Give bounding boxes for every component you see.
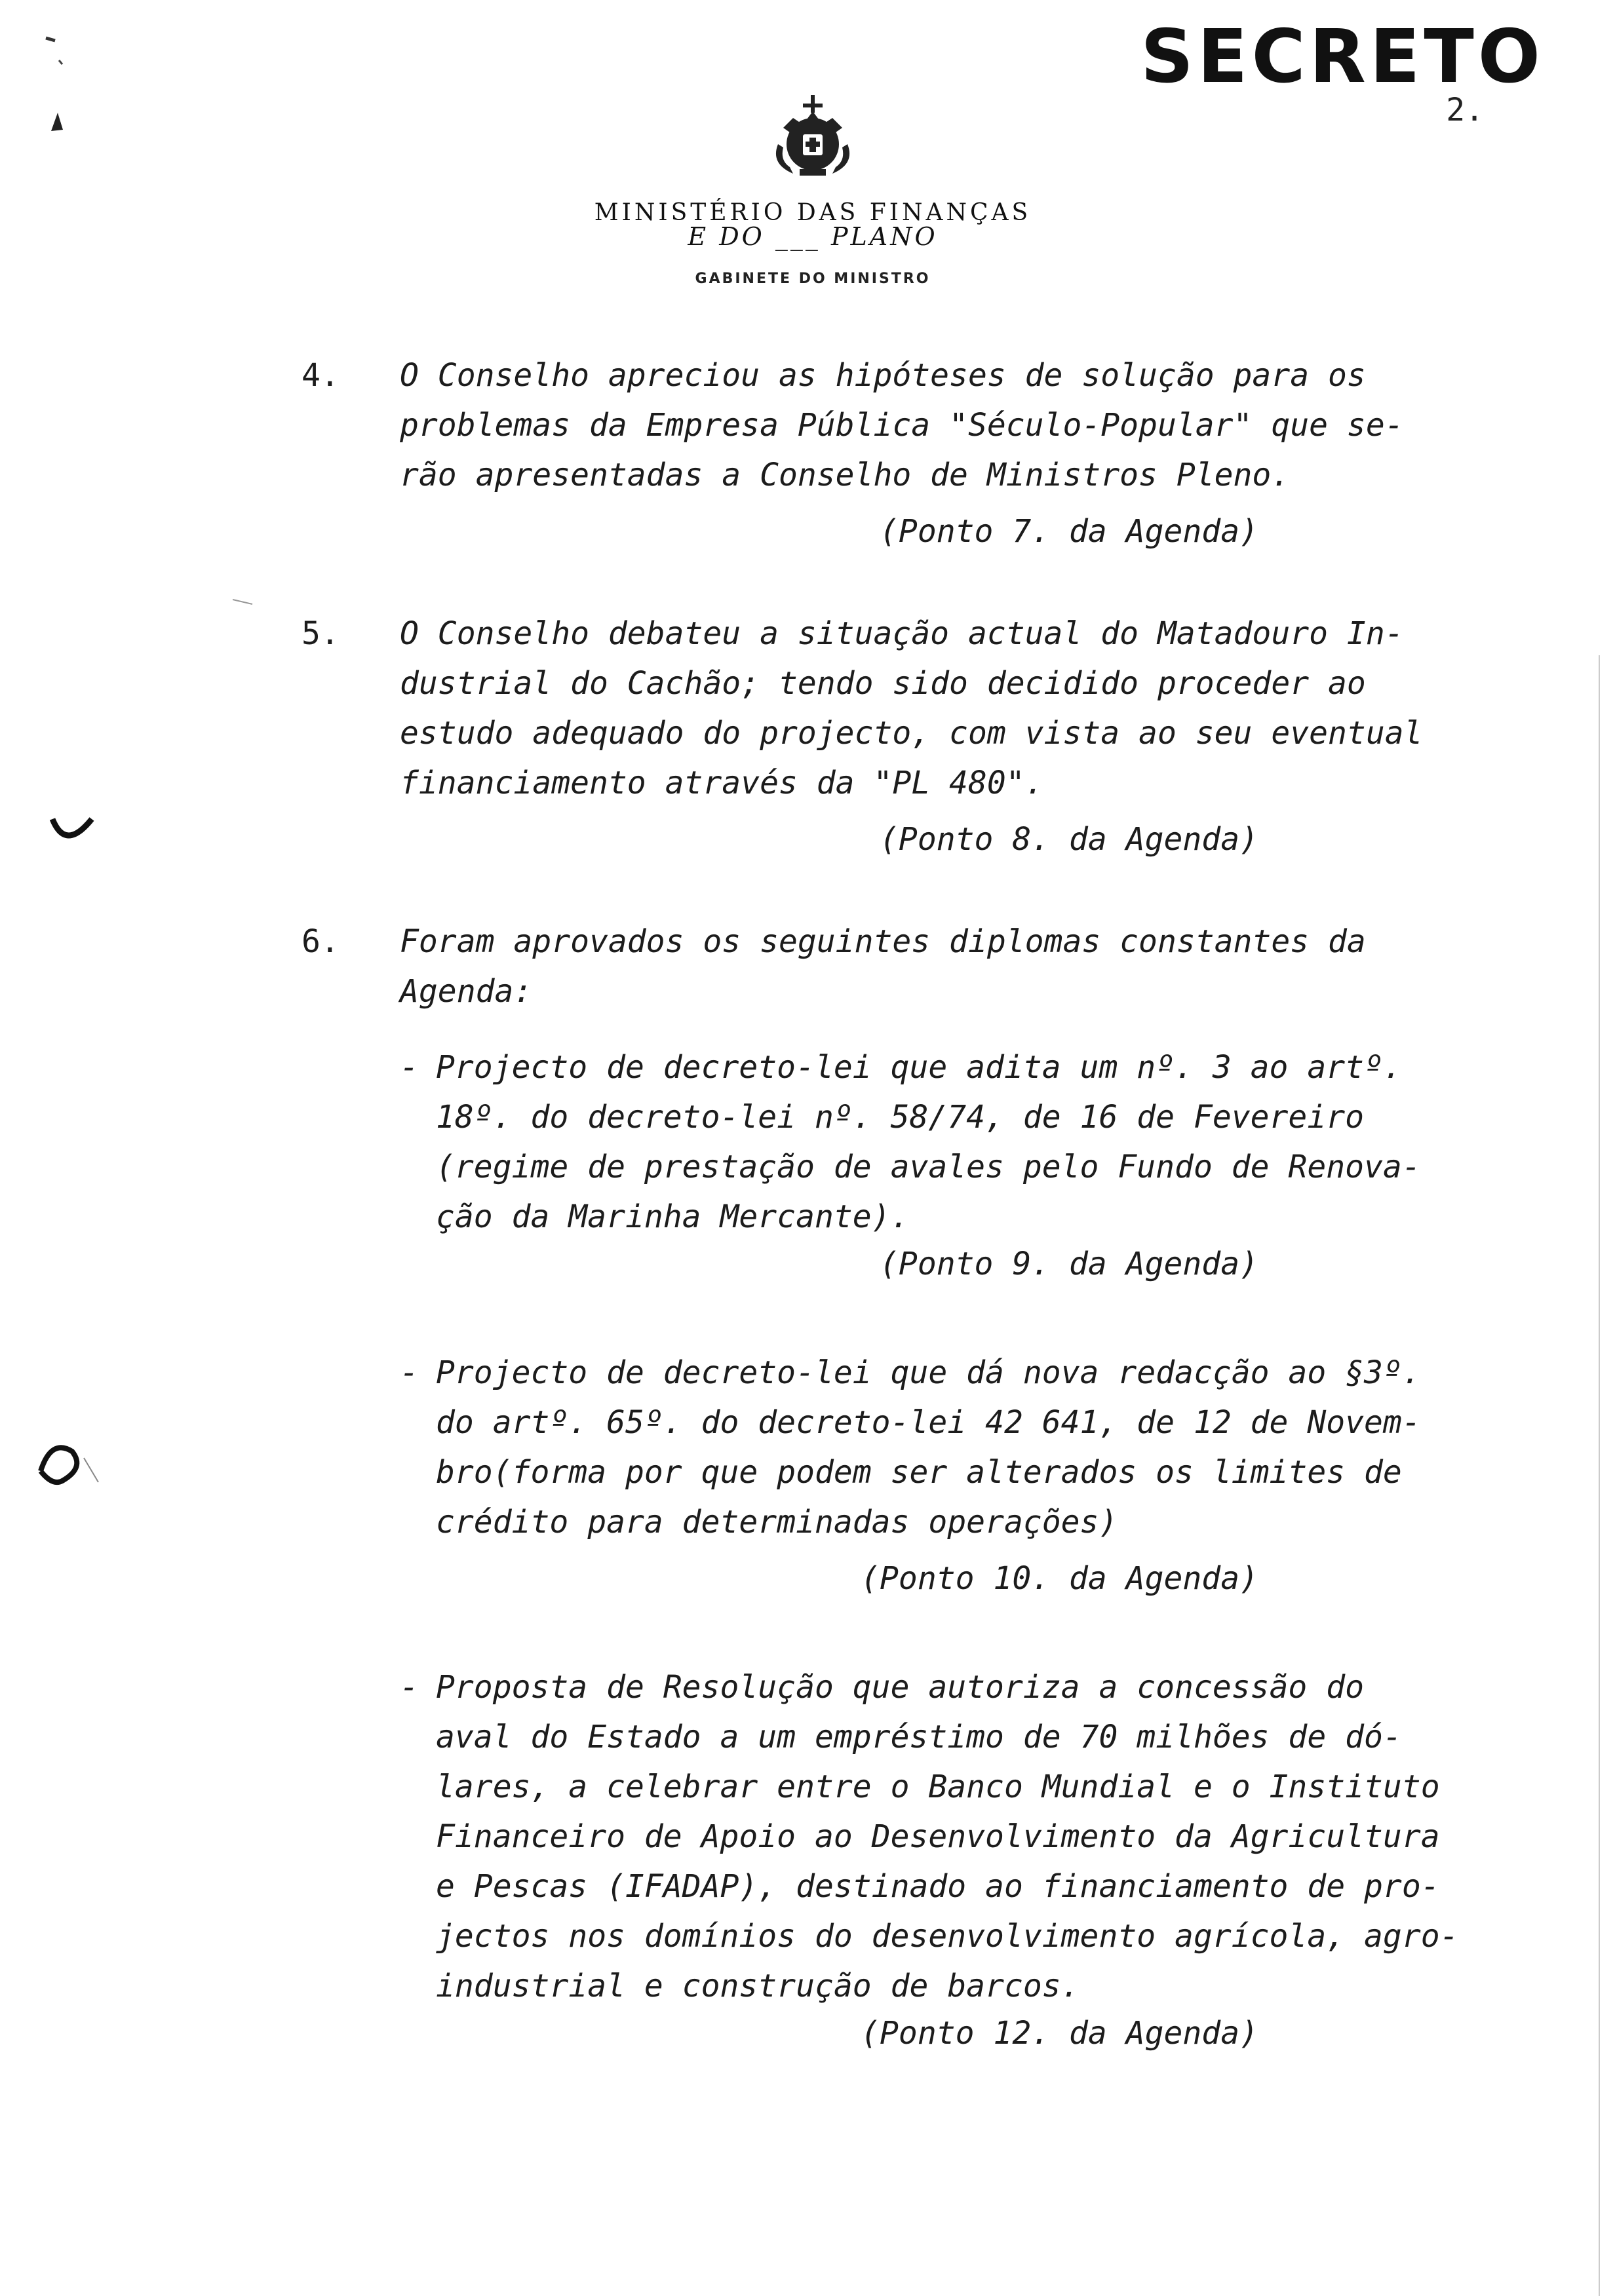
item-text: O Conselho debateu a situação actual do Matadouro In- dustrial do Cachão; tendo sido decidido proceder ao estudo adequado do projecto, com vista ao seu eventual financiamento através da "PL 480". — [400, 615, 1423, 801]
page-number: 2. — [1446, 92, 1484, 128]
document-body — [302, 351, 1494, 2058]
diploma-entry — [302, 1043, 1494, 1242]
list-dash: - — [400, 1669, 419, 1706]
ministry-name: MINISTÉRIO DAS FINANÇAS — [594, 199, 1032, 226]
agenda-reference: (Ponto 8. da Agenda) — [880, 821, 1258, 858]
ministry-name-continued: E DO ___ PLANO — [688, 222, 938, 251]
item-text: O Conselho apreciou as hipóteses de solução para os problemas da Empresa Pública "Século-Popular" que se- rão apresentadas a Conselho de Ministros Pleno. — [400, 357, 1404, 493]
diploma-text: Projecto de decreto-lei que adita um nº. 3 ao artº. 18º. do decreto-lei nº. 58/74, de 16 de Fevereiro (regime de prestação de avales pelo Fundo de Renova- ção da Marinha Mercante). — [436, 1049, 1421, 1235]
agenda-item-6 — [302, 917, 1494, 1016]
list-dash: - — [400, 1049, 419, 1086]
diploma-entry — [302, 1662, 1494, 2011]
office-name: GABINETE DO MINISTRO — [695, 271, 931, 287]
item-number: 5. — [302, 615, 340, 652]
agenda-reference: (Ponto 9. da Agenda) — [880, 1246, 1258, 1282]
item-number: 6. — [302, 923, 340, 960]
list-dash: - — [400, 1354, 419, 1391]
diploma-text: Projecto de decreto-lei que dá nova redacção ao §3º. do artº. 65º. do decreto-lei 42 641, de 12 de Novem- bro(forma por que podem ser alterados os limites de crédito para determinadas operações) — [436, 1354, 1421, 1540]
letterhead — [577, 92, 1049, 287]
item-text: Foram aprovados os seguintes diplomas constantes da Agenda: — [400, 923, 1366, 1010]
agenda-reference: (Ponto 7. da Agenda) — [880, 513, 1258, 550]
diploma-entry — [302, 1348, 1494, 1547]
agenda-reference: (Ponto 12. da Agenda) — [861, 2015, 1258, 2052]
classification-stamp: SECRETO — [1140, 14, 1544, 100]
agenda-item-4 — [302, 351, 1494, 500]
agenda-reference: (Ponto 10. da Agenda) — [861, 1560, 1258, 1597]
diploma-text: Proposta de Resolução que autoriza a concessão do aval do Estado a um empréstimo de 70 milhões de dó- lares, a celebrar entre o Banco Mundial e o Instituto Financeiro de Apoio ao Desenvolvimento da Agricultura e Pescas (IFADAP), destinado ao financiamento de pro- jectos nos domínios do desenvolvimento agrícola, agro- industrial e construção de barcos. — [436, 1669, 1459, 2004]
agenda-item-5 — [302, 609, 1494, 808]
coat-of-arms-icon — [764, 92, 862, 190]
item-number: 4. — [302, 357, 340, 394]
